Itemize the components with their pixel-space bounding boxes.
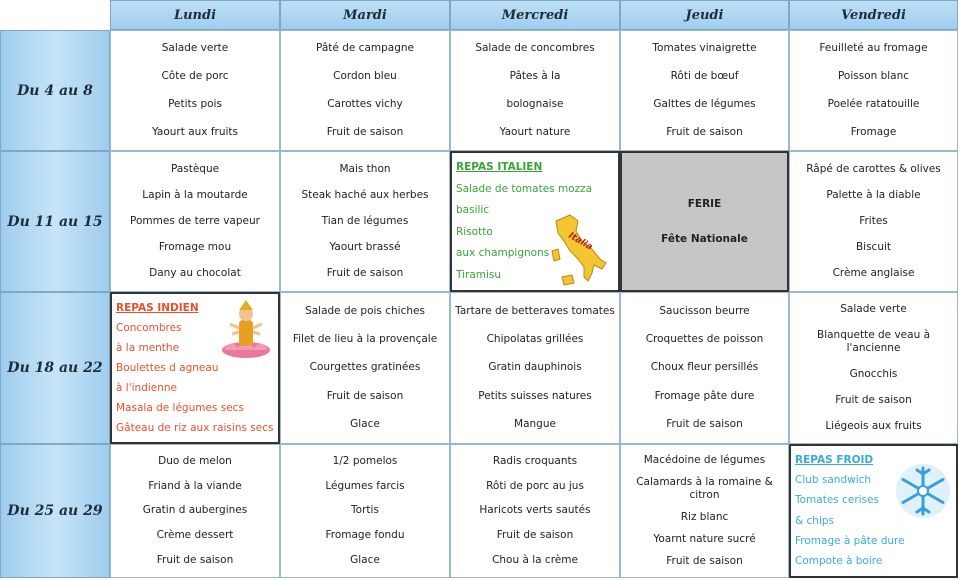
special-meal-title: REPAS INDIEN bbox=[116, 301, 199, 314]
menu-item: Lapin à la moutarde bbox=[142, 188, 248, 201]
menu-item: Risotto bbox=[456, 225, 493, 238]
menu-item: Fruit de saison bbox=[326, 267, 404, 280]
corner-blank bbox=[0, 0, 110, 30]
menu-item: Gâteau de riz aux raisins secs bbox=[116, 421, 274, 434]
day-header-vendredi: Vendredi bbox=[789, 0, 958, 30]
menu-item: Tomates vinaigrette bbox=[652, 42, 757, 55]
menu-item: Pastèque bbox=[170, 162, 220, 175]
menu-cell bbox=[110, 444, 280, 578]
snowflake-icon bbox=[894, 462, 952, 520]
menu-item: Blanquette de veau à l'ancienne bbox=[816, 329, 931, 355]
menu-item: Club sandwich bbox=[795, 473, 872, 486]
menu-item: Croquettes de poisson bbox=[645, 333, 764, 346]
menu-item: à la menthe bbox=[116, 341, 180, 354]
menu-cell bbox=[280, 444, 450, 578]
menu-item: Choux fleur persillés bbox=[650, 361, 759, 374]
menu-item: Boulettes d agneau bbox=[116, 361, 219, 374]
menu-item: Friand à la viande bbox=[148, 479, 242, 492]
menu-cell bbox=[620, 30, 789, 151]
menu-item: Salade de tomates mozza bbox=[456, 182, 593, 195]
week-label: Du 18 au 22 bbox=[0, 292, 110, 444]
menu-item: Calamards à la romaine & citron bbox=[636, 475, 773, 501]
lakshmi-goddess-icon bbox=[220, 298, 272, 360]
menu-item: Yaourt brassé bbox=[329, 241, 401, 254]
week-label: Du 11 au 15 bbox=[0, 151, 110, 292]
menu-item: Glace bbox=[350, 554, 380, 567]
menu-item: Râpé de carottes & olives bbox=[806, 162, 941, 175]
menu-item: Yaourt aux fruits bbox=[151, 125, 239, 138]
special-meal-froid bbox=[789, 444, 958, 578]
holiday-cell bbox=[620, 151, 789, 292]
svg-text:Italia: Italia bbox=[566, 230, 594, 253]
special-meal-title: REPAS FROID bbox=[795, 453, 874, 466]
menu-item: Poisson blanc bbox=[837, 70, 910, 83]
special-meal-title: REPAS ITALIEN bbox=[456, 161, 543, 174]
menu-item: Fruit de saison bbox=[666, 125, 743, 138]
menu-item: Fromage fondu bbox=[325, 529, 405, 542]
menu-item: Fromage bbox=[850, 125, 897, 138]
menu-item: Fromage mou bbox=[158, 241, 232, 254]
menu-cell bbox=[620, 292, 789, 444]
menu-item: Fruit de saison bbox=[835, 393, 912, 406]
menu-item: Légumes farcis bbox=[325, 479, 405, 492]
menu-item: Pâtes à la bbox=[509, 70, 561, 83]
menu-item: Masala de légumes secs bbox=[116, 401, 244, 414]
day-header-mardi: Mardi bbox=[280, 0, 450, 30]
menu-item: Fruit de saison bbox=[326, 389, 404, 402]
menu-cell bbox=[280, 30, 450, 151]
menu-item: Rôti de bœuf bbox=[670, 70, 739, 83]
menu-item: Riz blanc bbox=[680, 510, 729, 523]
menu-item: Pommes de terre vapeur bbox=[130, 214, 260, 227]
menu-item: Carottes vichy bbox=[327, 97, 403, 110]
menu-item: Tomates cerises bbox=[795, 494, 879, 507]
menu-item: Pâté de campagne bbox=[316, 42, 414, 55]
menu-item: Liégeois aux fruits bbox=[825, 419, 922, 432]
menu-item: Petits pois bbox=[168, 97, 222, 110]
menu-item: Feuilleté au fromage bbox=[819, 42, 928, 55]
menu-item: Chou à la crème bbox=[492, 554, 578, 567]
menu-item: Côte de porc bbox=[161, 70, 229, 83]
menu-item: Gnocchis bbox=[849, 367, 898, 380]
menu-item: Dany au chocolat bbox=[149, 267, 241, 280]
menu-item: Chipolatas grillées bbox=[486, 333, 584, 346]
italy-map-icon bbox=[548, 211, 610, 291]
menu-item: Rôti de porc au jus bbox=[486, 479, 584, 492]
menu-item: Palette à la diable bbox=[826, 188, 921, 201]
menu-item: à l'indienne bbox=[116, 381, 177, 394]
menu-item: Poelée ratatouille bbox=[827, 97, 920, 110]
menu-item: Radis croquants bbox=[492, 454, 578, 467]
menu-cell bbox=[280, 151, 450, 292]
week-label: Du 4 au 8 bbox=[0, 30, 110, 151]
menu-item: bolognaise bbox=[506, 97, 564, 110]
menu-item: Haricots verts sautés bbox=[479, 504, 591, 517]
menu-item: Mangue bbox=[514, 418, 556, 431]
menu-item: Gratin d aubergines bbox=[142, 504, 248, 517]
special-meal-indien bbox=[110, 292, 280, 444]
menu-item: Salade verte bbox=[161, 42, 229, 55]
menu-item: Filet de lieu à la provençale bbox=[292, 333, 438, 346]
menu-item: Petits suisses natures bbox=[478, 389, 592, 402]
menu-item: Fruit de saison bbox=[666, 418, 743, 431]
menu-item: Tiramisu bbox=[456, 268, 502, 281]
menu-cell bbox=[450, 30, 620, 151]
menu-item: Compote à boire bbox=[795, 555, 883, 568]
menu-cell bbox=[110, 151, 280, 292]
menu-item: Crème dessert bbox=[156, 529, 234, 542]
menu-cell bbox=[110, 30, 280, 151]
day-header-mercredi: Mercredi bbox=[450, 0, 620, 30]
menu-item: Tian de légumes bbox=[321, 214, 409, 227]
menu-item: Steak haché aux herbes bbox=[301, 188, 429, 201]
menu-item: Fruit de saison bbox=[666, 555, 743, 568]
menu-item: Concombres bbox=[116, 321, 182, 334]
menu-item: Glace bbox=[350, 418, 380, 431]
menu-item: Salade de pois chiches bbox=[305, 304, 425, 317]
menu-item: Mais thon bbox=[339, 162, 391, 175]
menu-item: Crème anglaise bbox=[832, 267, 915, 280]
menu-item: Fromage pâte dure bbox=[654, 389, 755, 402]
menu-item: Frites bbox=[859, 214, 888, 227]
menu-item: Courgettes gratinées bbox=[309, 361, 421, 374]
menu-item: Tartare de betteraves tomates bbox=[455, 304, 615, 317]
menu-item: Gratin dauphinois bbox=[488, 361, 582, 374]
menu-item: Fruit de saison bbox=[496, 529, 574, 542]
menu-item: Galttes de légumes bbox=[653, 97, 756, 110]
menu-item: Salade de concombres bbox=[475, 42, 595, 55]
menu-item: Biscuit bbox=[855, 241, 892, 254]
menu-item: Duo de melon bbox=[158, 454, 232, 467]
day-header-jeudi: Jeudi bbox=[620, 0, 789, 30]
menu-item: Fruit de saison bbox=[326, 125, 404, 138]
menu-item: Tortis bbox=[351, 504, 379, 517]
menu-item: 1/2 pomelos bbox=[332, 454, 398, 467]
menu-cell bbox=[280, 292, 450, 444]
menu-item: Yaourt nature bbox=[499, 125, 571, 138]
menu-item: Yoarnt nature sucré bbox=[653, 533, 756, 546]
menu-item: basilic bbox=[456, 204, 490, 217]
menu-item: Fruit de saison bbox=[156, 554, 234, 567]
menu-cell bbox=[789, 151, 958, 292]
holiday-text: FERIE bbox=[687, 197, 722, 210]
menu-item: aux champignons bbox=[456, 247, 550, 260]
menu-cell bbox=[450, 444, 620, 578]
menu-cell bbox=[789, 30, 958, 151]
week-label: Du 25 au 29 bbox=[0, 444, 110, 578]
menu-item: & chips bbox=[795, 514, 835, 527]
special-meal-italien bbox=[450, 151, 620, 292]
menu-item: Macédoine de légumes bbox=[643, 453, 766, 466]
holiday-text: Fête Nationale bbox=[661, 232, 748, 245]
menu-cell bbox=[789, 292, 958, 444]
menu-item: Fromage à pâte dure bbox=[795, 534, 905, 547]
menu-cell bbox=[450, 292, 620, 444]
menu-item: Cordon bleu bbox=[333, 70, 397, 83]
menu-item: Salade verte bbox=[840, 303, 907, 316]
menu-cell bbox=[620, 444, 789, 578]
day-header-lundi: Lundi bbox=[110, 0, 280, 30]
menu-item: Saucisson beurre bbox=[659, 304, 750, 317]
